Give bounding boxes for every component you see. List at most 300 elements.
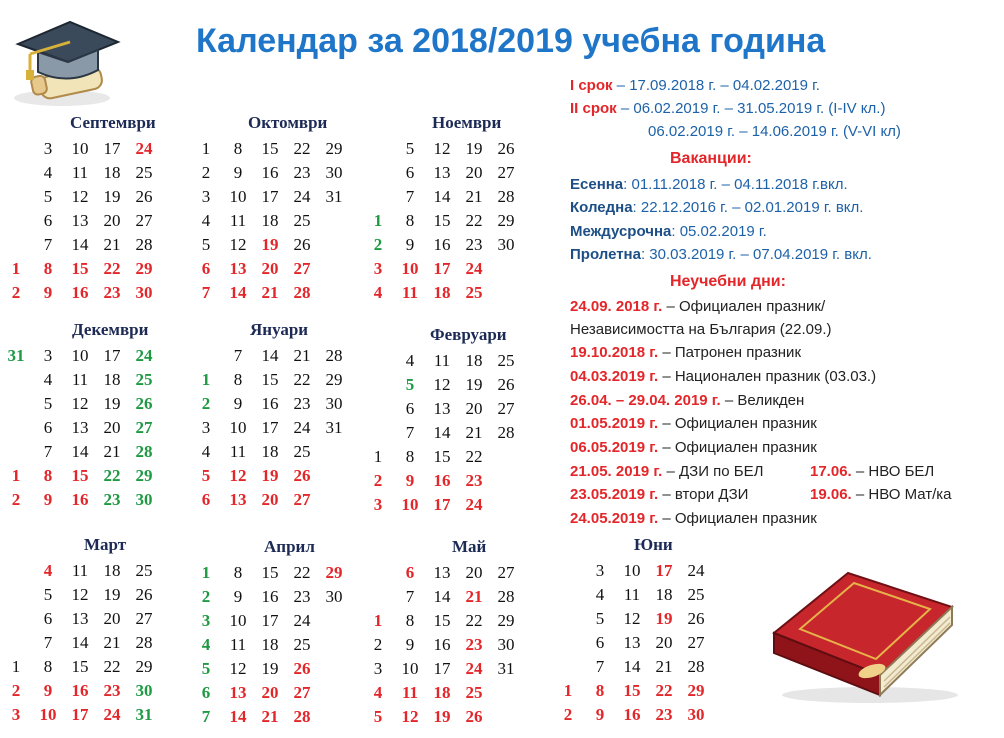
day-cell: 30 xyxy=(135,490,153,509)
day-cell: 11 xyxy=(623,585,641,604)
day-cell: 5 xyxy=(201,235,211,254)
day-cell: 2 xyxy=(201,394,211,413)
day-cell: 28 xyxy=(497,423,515,442)
nonschool-day-6 xyxy=(570,439,817,456)
day-cell: 10 xyxy=(401,495,419,514)
day-cell: 13 xyxy=(229,259,247,278)
day-cell: 2 xyxy=(373,471,383,490)
day-cell: 21 xyxy=(655,657,673,676)
day-cell: 14 xyxy=(261,346,279,365)
day-cell: 22 xyxy=(103,466,121,485)
vacations-heading: Ваканции: xyxy=(670,150,752,167)
day-cell: 12 xyxy=(71,585,89,604)
day-cell: 1 xyxy=(201,563,211,582)
nonschool-day-2 xyxy=(570,344,801,361)
day-cell: 22 xyxy=(465,611,483,630)
day-cell: 11 xyxy=(71,370,89,389)
day-cell: 27 xyxy=(293,683,311,702)
day-cell: 27 xyxy=(497,399,515,418)
nonschool-day-7b xyxy=(810,463,934,480)
day-cell: 9 xyxy=(233,587,243,606)
day-cell: 16 xyxy=(71,283,89,302)
day-cell: 13 xyxy=(71,609,89,628)
day-cell: 28 xyxy=(497,187,515,206)
day-cell: 21 xyxy=(103,442,121,461)
nonschool-day-1-text-2: Независимостта на България (22.09.) xyxy=(570,321,832,338)
day-cell: 2 xyxy=(201,587,211,606)
nonschool-day-3-text: – Национален празник (03.03.) xyxy=(658,368,877,385)
day-cell: 19 xyxy=(103,394,121,413)
nonschool-day-8b-date: 19.06. xyxy=(810,486,852,503)
nonschool-day-3-date: 04.03.2019 г. xyxy=(570,368,659,385)
nonschool-day-8 xyxy=(570,486,748,503)
day-cell: 8 xyxy=(43,466,53,485)
month-name: Септември xyxy=(70,113,156,132)
day-cell: 19 xyxy=(103,585,121,604)
day-cell: 22 xyxy=(103,657,121,676)
day-cell: 11 xyxy=(229,635,247,654)
day-cell: 1 xyxy=(11,466,21,485)
day-cell: 11 xyxy=(229,442,247,461)
day-cell: 22 xyxy=(655,681,673,700)
day-cell: 26 xyxy=(293,659,311,678)
day-cell: 24 xyxy=(103,705,121,724)
day-cell: 26 xyxy=(497,375,515,394)
nonschool-day-7-date: 21.05. 2019 г. xyxy=(570,463,663,480)
day-cell: 16 xyxy=(71,490,89,509)
day-cell: 4 xyxy=(43,370,53,389)
day-cell: 24 xyxy=(465,259,483,278)
day-cell: 23 xyxy=(655,705,673,724)
day-cell: 8 xyxy=(405,447,415,466)
day-cell: 6 xyxy=(43,211,53,230)
day-cell: 20 xyxy=(465,399,483,418)
day-cell: 10 xyxy=(39,705,57,724)
day-cell: 14 xyxy=(71,633,89,652)
day-cell: 9 xyxy=(405,235,415,254)
day-cell: 25 xyxy=(293,442,311,461)
day-cell: 19 xyxy=(465,139,483,158)
vacation-spring-label: Пролетна xyxy=(570,246,641,263)
day-cell: 18 xyxy=(261,211,279,230)
day-cell: 28 xyxy=(293,707,311,726)
month-name: Февруари xyxy=(430,325,507,344)
day-cell: 12 xyxy=(229,466,247,485)
day-cell: 1 xyxy=(373,611,383,630)
day-cell: 20 xyxy=(261,683,279,702)
day-cell: 30 xyxy=(325,163,343,182)
day-cell: 9 xyxy=(595,705,605,724)
day-cell: 27 xyxy=(135,609,153,628)
day-cell: 27 xyxy=(497,563,515,582)
day-cell: 26 xyxy=(135,585,153,604)
day-cell: 3 xyxy=(595,561,605,580)
day-cell: 19 xyxy=(465,375,483,394)
day-cell: 18 xyxy=(433,283,451,302)
day-cell: 24 xyxy=(293,187,311,206)
day-cell: 7 xyxy=(595,657,605,676)
day-cell: 9 xyxy=(405,471,415,490)
nonschool-day-9-date: 24.05.2019 г. xyxy=(570,510,659,527)
day-cell: 6 xyxy=(201,259,211,278)
day-cell: 7 xyxy=(201,283,211,302)
day-cell: 6 xyxy=(201,490,211,509)
nonschool-day-5-text: – Официален празник xyxy=(658,415,817,432)
day-cell: 16 xyxy=(433,471,451,490)
nonschool-day-8-date: 23.05.2019 г. xyxy=(570,486,659,503)
day-cell: 10 xyxy=(623,561,641,580)
day-cell: 23 xyxy=(293,394,311,413)
vacation-autumn-label: Есенна xyxy=(570,176,624,193)
day-cell: 7 xyxy=(405,423,415,442)
nonschool-day-7b-text: – НВО БЕЛ xyxy=(851,463,935,480)
day-cell: 22 xyxy=(465,211,483,230)
day-cell: 29 xyxy=(135,259,153,278)
term-2-text-2: 06.02.2019 г. – 14.06.2019 г. (V-VI кл) xyxy=(648,123,901,140)
day-cell: 14 xyxy=(71,235,89,254)
day-cell: 14 xyxy=(433,587,451,606)
day-cell: 27 xyxy=(293,259,311,278)
day-cell: 24 xyxy=(687,561,705,580)
day-cell: 6 xyxy=(43,418,53,437)
day-cell: 17 xyxy=(433,659,451,678)
nonschool-day-3 xyxy=(570,368,876,385)
day-cell: 7 xyxy=(43,633,53,652)
day-cell: 30 xyxy=(135,681,153,700)
day-cell: 22 xyxy=(103,259,121,278)
day-cell: 2 xyxy=(201,163,211,182)
day-cell: 26 xyxy=(135,187,153,206)
day-cell: 14 xyxy=(433,187,451,206)
day-cell: 19 xyxy=(655,609,673,628)
day-cell: 15 xyxy=(71,657,89,676)
day-cell: 5 xyxy=(405,139,415,158)
day-cell: 6 xyxy=(201,683,211,702)
page-title: Календар за 2018/2019 учебна година xyxy=(196,22,826,60)
term-2 xyxy=(570,100,885,117)
day-cell: 10 xyxy=(229,187,247,206)
day-cell: 9 xyxy=(43,283,53,302)
day-cell: 30 xyxy=(135,283,153,302)
day-cell: 23 xyxy=(465,471,483,490)
day-cell: 13 xyxy=(71,211,89,230)
day-cell: 20 xyxy=(655,633,673,652)
day-cell: 16 xyxy=(71,681,89,700)
day-cell: 16 xyxy=(433,635,451,654)
day-cell: 17 xyxy=(433,259,451,278)
day-cell: 11 xyxy=(401,283,419,302)
day-cell: 10 xyxy=(401,659,419,678)
day-cell: 10 xyxy=(71,346,89,365)
day-cell: 18 xyxy=(465,351,483,370)
day-cell: 31 xyxy=(497,659,515,678)
month-name: Декември xyxy=(72,320,149,339)
vacation-interterm xyxy=(570,223,767,240)
day-cell: 18 xyxy=(433,683,451,702)
day-cell: 18 xyxy=(655,585,673,604)
day-cell: 2 xyxy=(373,635,383,654)
day-cell: 8 xyxy=(233,139,243,158)
day-cell: 13 xyxy=(433,563,451,582)
day-cell: 24 xyxy=(293,418,311,437)
day-cell: 30 xyxy=(497,235,515,254)
day-cell: 30 xyxy=(687,705,705,724)
day-cell: 6 xyxy=(405,399,415,418)
day-cell: 25 xyxy=(293,211,311,230)
day-cell: 19 xyxy=(261,235,279,254)
day-cell: 5 xyxy=(373,707,383,726)
day-cell: 10 xyxy=(229,611,247,630)
day-cell: 1 xyxy=(201,139,211,158)
nonschool-day-8b xyxy=(810,486,952,503)
day-cell: 17 xyxy=(261,418,279,437)
day-cell: 31 xyxy=(135,705,153,724)
day-cell: 28 xyxy=(325,346,343,365)
day-cell: 7 xyxy=(233,346,243,365)
day-cell: 9 xyxy=(233,394,243,413)
day-cell: 24 xyxy=(293,611,311,630)
day-cell: 4 xyxy=(201,211,211,230)
day-cell: 14 xyxy=(71,442,89,461)
day-cell: 27 xyxy=(293,490,311,509)
day-cell: 2 xyxy=(11,490,21,509)
day-cell: 28 xyxy=(135,235,153,254)
day-cell: 3 xyxy=(373,659,383,678)
nonschool-day-4 xyxy=(570,392,804,409)
day-cell: 21 xyxy=(465,187,483,206)
day-cell: 10 xyxy=(401,259,419,278)
day-cell: 8 xyxy=(405,611,415,630)
nonschool-day-7-text: – ДЗИ по БЕЛ xyxy=(662,463,764,480)
day-cell: 6 xyxy=(595,633,605,652)
day-cell: 5 xyxy=(201,466,211,485)
day-cell: 15 xyxy=(433,611,451,630)
day-cell: 29 xyxy=(497,611,515,630)
day-cell: 30 xyxy=(325,394,343,413)
day-cell: 8 xyxy=(233,370,243,389)
day-cell: 16 xyxy=(623,705,641,724)
day-cell: 22 xyxy=(293,563,311,582)
day-cell: 13 xyxy=(229,683,247,702)
day-cell: 3 xyxy=(201,187,211,206)
day-cell: 29 xyxy=(325,563,343,582)
day-cell: 4 xyxy=(201,635,211,654)
month-name: Май xyxy=(452,537,487,556)
day-cell: 31 xyxy=(325,187,343,206)
term-2-label: II срок xyxy=(570,100,617,117)
day-cell: 16 xyxy=(261,163,279,182)
nonschool-day-6-date: 06.05.2019 г. xyxy=(570,439,659,456)
day-cell: 26 xyxy=(293,466,311,485)
day-cell: 25 xyxy=(465,683,483,702)
nonschool-day-8-text: – втори ДЗИ xyxy=(658,486,749,503)
day-cell: 9 xyxy=(43,681,53,700)
day-cell: 20 xyxy=(103,211,121,230)
day-cell: 26 xyxy=(687,609,705,628)
day-cell: 25 xyxy=(465,283,483,302)
day-cell: 29 xyxy=(325,370,343,389)
day-cell: 8 xyxy=(43,259,53,278)
day-cell: 8 xyxy=(595,681,605,700)
day-cell: 28 xyxy=(135,633,153,652)
day-cell: 23 xyxy=(465,235,483,254)
nonschool-day-6-text: – Официален празник xyxy=(658,439,817,456)
day-cell: 6 xyxy=(405,163,415,182)
day-cell: 20 xyxy=(465,563,483,582)
day-cell: 14 xyxy=(623,657,641,676)
day-cell: 12 xyxy=(229,235,247,254)
term-1 xyxy=(570,77,820,94)
day-cell: 3 xyxy=(43,346,53,365)
nonschool-day-1 xyxy=(570,298,825,315)
day-cell: 22 xyxy=(293,370,311,389)
day-cell: 17 xyxy=(261,187,279,206)
day-cell: 13 xyxy=(433,399,451,418)
day-cell: 21 xyxy=(103,633,121,652)
nonschool-day-4-text: – Великден xyxy=(720,392,805,409)
day-cell: 23 xyxy=(293,587,311,606)
day-cell: 20 xyxy=(261,259,279,278)
day-cell: 15 xyxy=(261,139,279,158)
nonschool-day-7 xyxy=(570,463,764,480)
day-cell: 15 xyxy=(71,466,89,485)
nonschool-day-9-text: – Официален празник xyxy=(658,510,817,527)
month-name: Юни xyxy=(634,535,673,554)
day-cell: 3 xyxy=(11,705,21,724)
day-cell: 17 xyxy=(261,611,279,630)
month-name: Октомври xyxy=(248,113,328,132)
day-cell: 29 xyxy=(135,657,153,676)
day-cell: 25 xyxy=(135,561,153,580)
day-cell: 5 xyxy=(43,585,53,604)
day-cell: 4 xyxy=(595,585,605,604)
day-cell: 1 xyxy=(373,447,383,466)
nonschool-day-5 xyxy=(570,415,817,432)
day-cell: 5 xyxy=(43,394,53,413)
day-cell: 3 xyxy=(201,611,211,630)
day-cell: 25 xyxy=(293,635,311,654)
day-cell: 9 xyxy=(233,163,243,182)
day-cell: 8 xyxy=(43,657,53,676)
month-name: Ноември xyxy=(432,113,502,132)
vacation-spring-text: : 30.03.2019 г. – 07.04.2019 г. вкл. xyxy=(640,246,872,263)
day-cell: 21 xyxy=(261,707,279,726)
day-cell: 20 xyxy=(103,418,121,437)
day-cell: 24 xyxy=(135,139,153,158)
day-cell: 10 xyxy=(71,139,89,158)
day-cell: 27 xyxy=(687,633,705,652)
day-cell: 14 xyxy=(229,283,247,302)
day-cell: 28 xyxy=(687,657,705,676)
day-cell: 5 xyxy=(595,609,605,628)
day-cell: 23 xyxy=(293,163,311,182)
day-cell: 12 xyxy=(433,375,451,394)
day-cell: 15 xyxy=(433,447,451,466)
day-cell: 13 xyxy=(71,418,89,437)
nonschool-day-9 xyxy=(570,510,817,527)
day-cell: 25 xyxy=(135,370,153,389)
day-cell: 23 xyxy=(465,635,483,654)
nonschool-day-1-date: 24.09. 2018 г. xyxy=(570,298,663,315)
day-cell: 13 xyxy=(229,490,247,509)
day-cell: 23 xyxy=(103,283,121,302)
day-cell: 13 xyxy=(623,633,641,652)
day-cell: 22 xyxy=(293,139,311,158)
day-cell: 6 xyxy=(43,609,53,628)
day-cell: 19 xyxy=(433,707,451,726)
day-cell: 31 xyxy=(7,346,25,365)
vacation-christmas-label: Коледна xyxy=(570,199,633,216)
day-cell: 23 xyxy=(103,490,121,509)
day-cell: 5 xyxy=(43,187,53,206)
nonschool-day-7b-date: 17.06. xyxy=(810,463,852,480)
day-cell: 11 xyxy=(401,683,419,702)
day-cell: 4 xyxy=(43,163,53,182)
day-cell: 21 xyxy=(103,235,121,254)
day-cell: 2 xyxy=(11,681,21,700)
day-cell: 7 xyxy=(43,442,53,461)
vacation-autumn-text: : 01.11.2018 г. – 04.11.2018 г.вкл. xyxy=(623,176,848,193)
day-cell: 5 xyxy=(201,659,211,678)
day-cell: 28 xyxy=(135,442,153,461)
day-cell: 28 xyxy=(497,587,515,606)
month-name: Април xyxy=(264,537,315,556)
day-cell: 25 xyxy=(497,351,515,370)
day-cell: 2 xyxy=(563,705,573,724)
day-cell: 21 xyxy=(261,283,279,302)
day-cell: 23 xyxy=(103,681,121,700)
vacation-interterm-label: Междусрочна xyxy=(570,223,672,240)
day-cell: 11 xyxy=(71,163,89,182)
day-cell: 12 xyxy=(433,139,451,158)
day-cell: 18 xyxy=(261,442,279,461)
nonschool-day-4-date: 26.04. – 29.04. 2019 г. xyxy=(570,392,721,409)
vacation-christmas-text: : 22.12.2016 г. – 02.01.2019 г. вкл. xyxy=(632,199,864,216)
day-cell: 7 xyxy=(405,187,415,206)
day-cell: 25 xyxy=(135,163,153,182)
book-icon xyxy=(760,545,960,705)
nonschool-day-5-date: 01.05.2019 г. xyxy=(570,415,659,432)
day-cell: 18 xyxy=(103,561,121,580)
day-cell: 11 xyxy=(71,561,89,580)
day-cell: 26 xyxy=(135,394,153,413)
day-cell: 10 xyxy=(229,418,247,437)
day-cell: 18 xyxy=(261,635,279,654)
day-cell: 7 xyxy=(201,707,211,726)
day-cell: 19 xyxy=(103,187,121,206)
day-cell: 3 xyxy=(373,495,383,514)
day-cell: 1 xyxy=(11,259,21,278)
day-cell: 16 xyxy=(261,587,279,606)
day-cell: 12 xyxy=(71,394,89,413)
day-cell: 17 xyxy=(433,495,451,514)
day-cell: 15 xyxy=(71,259,89,278)
day-cell: 20 xyxy=(103,609,121,628)
day-cell: 16 xyxy=(261,394,279,413)
term-1-label: I срок xyxy=(570,77,613,94)
day-cell: 13 xyxy=(433,163,451,182)
vacation-christmas xyxy=(570,199,863,216)
day-cell: 15 xyxy=(433,211,451,230)
day-cell: 20 xyxy=(261,490,279,509)
graduation-cap-icon xyxy=(10,10,122,110)
day-cell: 27 xyxy=(135,418,153,437)
day-cell: 29 xyxy=(497,211,515,230)
day-cell: 2 xyxy=(11,283,21,302)
day-cell: 4 xyxy=(201,442,211,461)
day-cell: 25 xyxy=(687,585,705,604)
day-cell: 19 xyxy=(261,466,279,485)
